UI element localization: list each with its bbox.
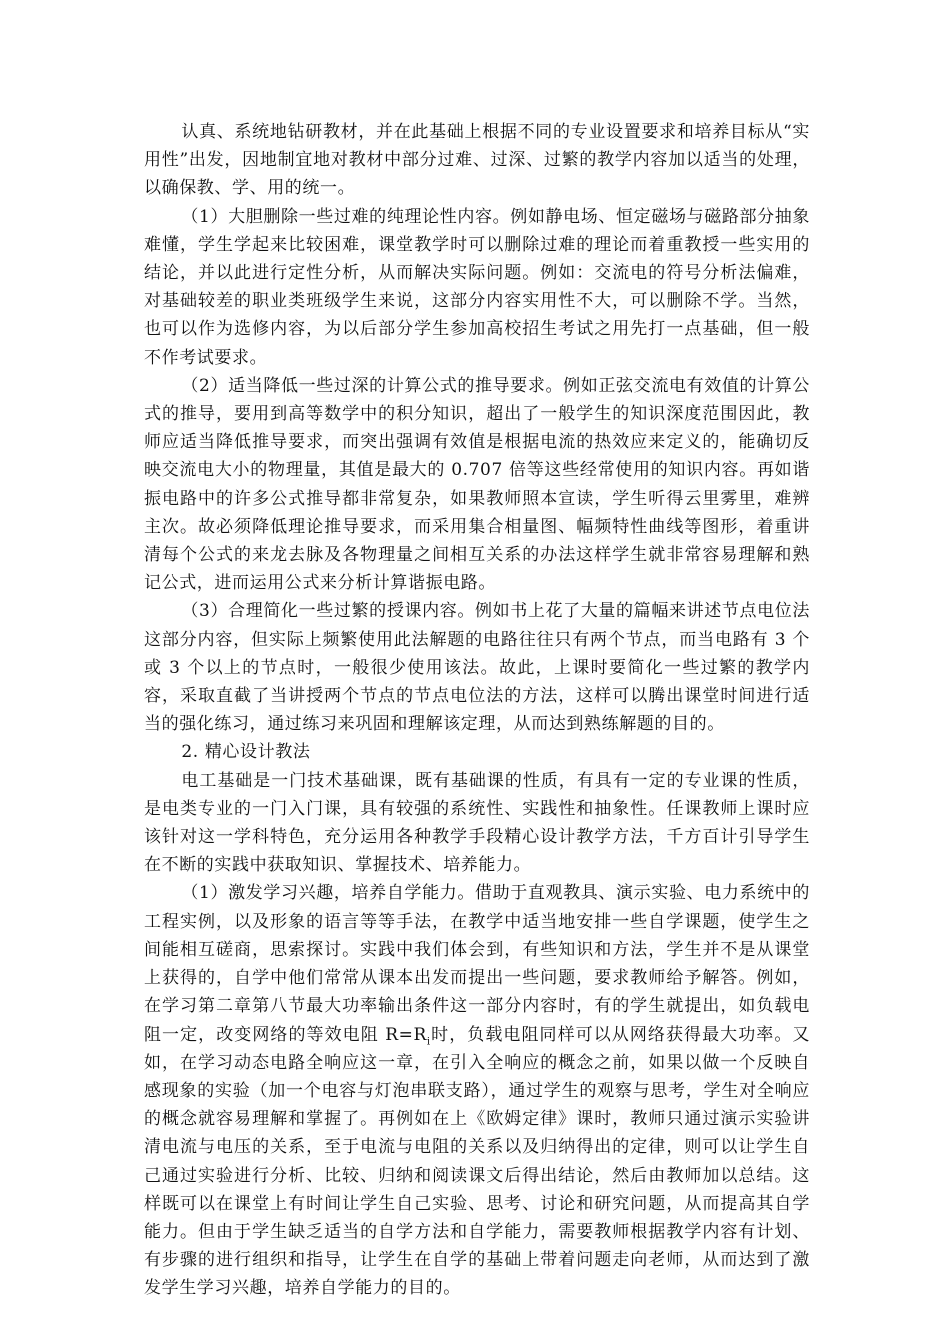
section-heading: 2. 精心设计教法: [181, 742, 311, 763]
document-body: [144, 118, 810, 1303]
resistance-subscript: i: [426, 1035, 431, 1047]
paragraph-self-study-part-a: （1）激发学习兴趣，培养自学能力。借助于直观教具、演示实验、电力系统中的工程实例，以及形象的语言等等手法，在教学中适当地安排一些自学课题，使学生之间能相互磋商，思索探讨。实践中我们体会到，有些知识和方法，学生并不是从课堂上获得的，自学中他们常常从课本出发而提出一些问题，要求教师给予解答。例如，在学习第二章第八节最大功率输出条件这一部分内容时，有的学生就提出，如负载电阻一定，改变网络的等效电阻 R=R: [144, 883, 810, 1045]
paragraph-reduce-derivation: （2）适当降低一些过深的计算公式的推导要求。例如正弦交流电有效值的计算公式的推导，要用到高等数学中的积分知识，超出了一般学生的知识深度范围因此，教师应适当降低推导要求，而突出强调有效值是根据电流的热效应来定义的，能确切反映交流电大小的物理量，其值是最大的 0.707 倍等这些经常使用的知识内容。再如谐振电路中的许多公式推导都非常复杂，如果教师照本宣读，学生听得云里雾里，难辨主次。故必须降低理论推导要求，而采用集合相量图、幅频特性曲线等图形，着重讲清每个公式的来龙去脉及各物理量之间相互关系的办法这样学生就非常容易理解和熟记公式，进而运用公式来分析计算谐振电路。: [144, 375, 810, 594]
paragraph-simplify-content: （3）合理简化一些过繁的授课内容。例如书上花了大量的篇幅来讲述节点电位法这部分内容，但实际上频繁使用此法解题的电路往往只有两个节点，而当电路有 3 个或 3 个以上的节点时，一般很少使用该法。故此，上课时要简化一些过繁的教学内容，采取直截了当讲授两个节点的节点电位法的方法，这样可以腾出课堂时间进行适当的强化练习，通过练习来巩固和理解该定理，从而达到熟练解题的目的。: [144, 601, 810, 735]
paragraph-self-study: [144, 879, 810, 1302]
paragraph-self-study-part-b: 时，负载电阻同样可以从网络获得最大功率。又如，在学习动态电路全响应这一章，在引入全响应的概念之前，如果以做一个反映自感现象的实验（加一个电容与灯泡串联支路），通过学生的观察与思考，学生对全响应的概念就容易理解和掌握了。再例如在上《欧姆定律》课时，教师只通过演示实验讲清电流与电压的关系，至于电流与电阻的关系以及归纳得出的定律，则可以让学生自己通过实验进行分析、比较、归纳和阅读课文后得出结论，然后由教师加以总结。这样既可以在课堂上有时间让学生自己实验、思考、讨论和研究问题，从而提高其自学能力。但由于学生缺乏适当的自学方法和自学能力，需要教师根据教学内容有计划、有步骤的进行组织和指导，让学生在自学的基础上带着问题走向老师，从而达到了激发学生学习兴趣，培养自学能力的目的。: [144, 1024, 810, 1299]
paragraph-course-nature: 电工基础是一门技术基础课，既有基础课的性质，有具有一定的专业课的性质，是电类专业的一门入门课，具有较强的系统性、实践性和抽象性。任课教师上课时应该针对这一学科特色，充分运用各种教学手段精心设计教学方法，千方百计引导学生在不断的实践中获取知识、掌握技术、培养能力。: [144, 770, 810, 876]
paragraph-delete-theory: （1）大胆删除一些过难的纯理论性内容。例如静电场、恒定磁场与磁路部分抽象难懂，学生学起来比较困难，课堂教学时可以删除过难的理论而着重教授一些实用的结论，并以此进行定性分析，从而解决实际问题。例如：交流电的符号分析法偏难，对基础较差的职业类班级学生来说，这部分内容实用性不大，可以删除不学。当然，也可以作为选修内容，为以后部分学生参加高校招生考试之用先打一点基础，但一般不作考试要求。: [144, 206, 810, 368]
paragraph-intro: 认真、系统地钻研教材，并在此基础上根据不同的专业设置要求和培养目标从“实用性”出发，因地制宜地对教材中部分过难、过深、过繁的教学内容加以适当的处理，以确保教、学、用的统一。: [144, 122, 810, 199]
